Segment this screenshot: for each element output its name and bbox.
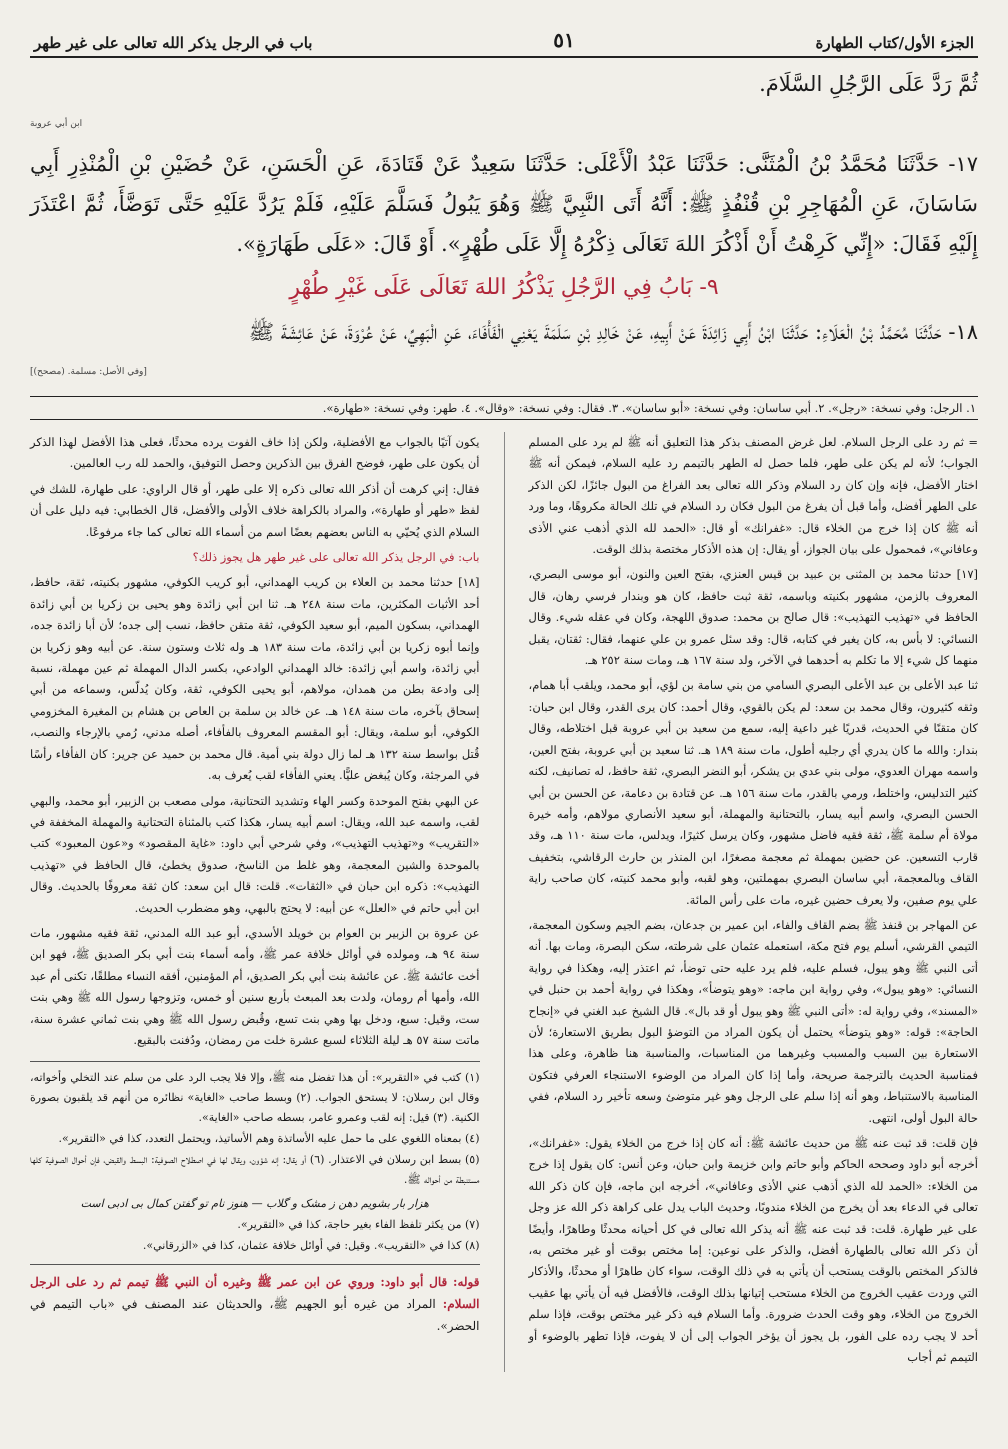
bottom-note: [30, 1264, 480, 1337]
footnote: (١) كتب في «التقرير»: أن هذا تفضل منه ﷺ، وإلا فلا يجب الرد على من سلم عند التخلي وأخواته، وقال ابن رسلان: لا يستحق الجواب. (٢) وبسط صاحب «الغاية» نظائره من أنهم قد يلقبون بصورة الكنية. (٣) قيل: إنه لقب وعمرو عامر، بسطه صاحب «الغاية».: [30, 1071, 480, 1125]
hadith-body: حَدَّثَنَا مُحَمَّدُ بْنُ الْمُثَنَّى: حَدَّثَنَا عَبْدُ الْأَعْلَى: حَدَّثَنَا سَعِيدٌ عَنْ قَتَادَةَ، عَنِ الْحَسَنِ، عَنْ حُضَيْنِ بْنِ الْمُنْذِرِ أَبِي سَاسَانَ، عَنِ الْمُهَاجِرِ بْنِ قُنْفُذٍ ﷺ: أَنَّهُ أَتَى النَّبِيَّ ﷺ وَهُوَ يَبُولُ فَسَلَّمَ عَلَيْهِ، فَلَمْ يَرُدَّ عَلَيْهِ حَتَّى تَوَضَّأَ، ثُمَّ اعْتَذَرَ إِلَيْهِ فَقَالَ: «إِنِّي كَرِهْتُ أَنْ أَذْكُرَ اللهَ تَعَالَى ذِكْرُهُ إِلَّا عَلَى طُهْرٍ». أَوْ قَالَ: «عَلَى طَهَارَةٍ».: [30, 152, 978, 256]
commentary-heading: باب: في الرجل يذكر الله تعالى على غير طهر هل يجوز ذلك؟: [192, 550, 480, 565]
commentary-paragraph: = ثم رد على الرجل السلام. لعل غرض المصنف بذكر هذا التعليق أنه ﷺ لم يرد على المسلم الجواب؛ لأنه لم يكن على طهر، فلما حصل له الطهر بالتيمم رد عليه السلام، فيمكن أنه ﷺ اختار الأفضل، فإنه وإن كان رد السلام وذكر الله تعالى بعد الفراغ من البول جائزًا، لكن الذكر على الطهر أفضل، وأما قبل أن يفرغ من البول فكان رد السلام في تلك الحالة مكروهًا، وما ورد أنه ﷺ كان إذا خرج من الخلاء قال: «غفرانك» أو قال: «الحمد لله الذي أذهب عني الأذى وعافاني»، فمحمول على بيان الجواز، أو يقال: إن هذه الأذكار مختصة بذلك الوقت.: [528, 435, 978, 557]
page-header: [30, 28, 978, 58]
commentary-column-right: [529, 432, 979, 1372]
hadith-number: ١٧-: [948, 152, 978, 176]
header-chapter-title: باب في الرجل يذكر الله تعالى على غير طهر: [34, 34, 313, 52]
commentary: [30, 432, 978, 1372]
bottom-note-label: قوله: قال أبو داود: وروي عن ابن عمر ﷺ وغيره أن النبي ﷺ تيمم ثم رد على الرجل السلام:: [30, 1275, 480, 1312]
footnote: (٧) من يكثر تلفظ الفاء بغير حاجة، كذا في «التقرير».: [237, 1218, 480, 1232]
hadith-18: [30, 312, 978, 352]
correction-note: [وفي الأصل: مسلمة. (مصحح)]: [30, 367, 147, 377]
variant-readings: ١. الرجل: وفي نسخة: «رجل». ٢. أبي ساسان: وفي نسخة: «أبو ساسان». ٣. فقال: وفي نسخة: «وقال». ٤. طهر: وفي نسخة: «طهارة».: [30, 396, 978, 420]
hadith-17: [30, 144, 978, 264]
footnote: (٨) كذا في «التقريب». وقيل: في أوائل خلافة عثمان، كذا في «الزرقاني».: [142, 1239, 480, 1253]
commentary-paragraph: عن المهاجر بن قنفذ ﷺ بضم القاف والفاء، ابن عمير بن جدعان، بضم الجيم وسكون المعجمة، التيمي القرشي، أسلم يوم فتح مكة، استعمله عثمان على شرطته، سكن البصرة، ومات بها. أنه أتى النبي ﷺ وهو يبول، فسلم عليه، فلم يرد عليه حتى توضأ، ثم اعتذر إليه، وهكذا في رواية النسائي: «وهو يبول»، وفي رواية ابن ماجه: «وهو يتوضأ»، وهكذا في رواية أحمد بن حنبل في «المسند»، وفي رواية له: «أتى النبي ﷺ وهو يبول أو قد بال». قال الشيخ عبد الغني في «إنجاح الحاجة»: قوله: «وهو يتوضأ» يحتمل أن يكون المراد من التوضؤ البول بطريق الاستعارة؛ لأن الاستعارة بين السبب والمسبب وغيرهما من المناسبات، والمناسبة هنا ظاهرة، وعلى هذا فمناسبة الحديث بالترجمة صريحة، وأما إذا كان المراد من الوضوء الاستنجاء العرفي فتكون المناسبة بالاستنباط، وهو أنه إذا سلم على الرجل وهو غير متوضئ وسعه تأخير رد السلام، ففي حالة البول أولى، انتهى.: [528, 917, 978, 1125]
footnote: (٤) بمعناه اللغوي على ما حمل عليه الأساتذة وهم الأساتيذ، ويحتمل التعدد، كذا في «التقرير».: [58, 1132, 480, 1146]
hadith-line: ثُمَّ رَدَّ عَلَى الرَّجُلِ السَّلَامَ.: [759, 72, 978, 96]
hadith-body: حَدَّثَنَا مُحَمَّدُ بْنُ الْعَلَاءِ: حَدَّثَنَا ابْنُ أَبِي زَائِدَةَ عَنْ أَبِيهِ، عَنْ خَالِدِ بْنِ سَلَمَةَ يَعْنِي الْفَأْفَاءَ، عَنِ الْبَهِيِّ، عَنْ عُرْوَةَ، عَنْ عَائِشَةَ ﷺ: [248, 320, 942, 344]
chapter-heading: ٩- بَابُ فِي الرَّجُلِ يَذْكُرُ اللهَ تَعَالَى عَلَى غَيْرِ طُهْرٍ: [289, 275, 719, 300]
commentary-paragraph: [١٧] حدثنا محمد بن المثنى بن عبيد بن قيس العنزي، بفتح العين والنون، أبو موسى البصري، المعروف بالزمن، مشهور بكنيته وباسمه، ثقة ثبت حافظ، كان هو وبندار فرسي رهان، قال الحافظ في «تهذيب التهذيب»: قال صالح بن محمد: صدوق اللهجة، وكان في عقله شيء. وقال النسائي: لا بأس به، كان يغير في كتابه، قال: وقد سئل عمرو بن علي عنهما، فقال: ثقتان، يقبل منهما كل شيء إلا ما تكلم به أحدهما في الآخر، ولد سنة ١٦٧ هـ، ومات سنة ٢٥٢ هـ.: [528, 567, 978, 668]
small-note: ابن أبي عروبة: [30, 119, 83, 129]
commentary-paragraph: ثنا عبد الأعلى بن عبد الأعلى البصري السامي من بني سامة بن لؤي، أبو محمد، ويلقب أبا همام، وثقه كثيرون، وقال محمد بن سعد: لم يكن بالقوي، وقال أحمد: كان يرى القدر، وقال ابن حبان: كان متقنًا في الحديث، قدريًا غير داعية إليه، سمع من سعيد بن أبي عروبة قبل اختلاطه، وقال بندار: والله ما كان يدري أي رجليه أطول، مات سنة ١٨٩ هـ. ثنا سعيد بن أبي عروبة، بفتح العين، واسمه مهران العدوي، مولى بني عدي بن يشكر، أبو النضر البصري، ثقة حافظ، له تصانيف، لكنه كثير التدليس، واختلط، ورمي بالقدر، مات سنة ١٥٦ هـ. عن قتادة بن دعامة، عن الحسن بن أبي الحسن البصري، واسم أبيه يسار، بالتحتانية والمهملة، أبو سعيد الأنصاري مولاهم، وأمه خيرة مولاة أم سلمة ﷺ، ثقة فقيه فاضل مشهور، وكان يرسل كثيرًا، ويدلس، مات سنة ١١٠ هـ، وقد قارب التسعين. عن حضين بمهملة ثم معجمة مصغرًا، ابن المنذر بن حارث الرقاشي، بتخفيف القاف وبالمعجمة، أبي ساسان البصري بمهملتين، وهو لقبه، وأبو محمد كنيته، كان صاحب راية علي يوم صفين، ولا يعرف حضين غيره، مات على رأس المائة.: [528, 678, 978, 907]
hadith-text: [30, 64, 978, 392]
footnotes: [30, 1061, 480, 1256]
header-book-title: الجزء الأول/كتاب الطهارة: [815, 34, 974, 52]
commentary-paragraph: يكون آتيًا بالجواب مع الأفضلية، ولكن إذا خاف الفوت يرده محدثًا، فعلى هذا الأفضل لهذا الذكر أن يكون على طهر، فوضح الفرق بين الذكرين وحصل التوفيق، والحمد لله رب العالمين.: [30, 435, 480, 471]
column-divider: [504, 432, 505, 1372]
footnote: (٥) بسط ابن رسلان في الاعتذار. (٦) أو يقال: إنه شؤون، ويقال لها في اصطلاح الصوفية: البسط والقبض، فإن أحوال الصوفية كلها مستنبطة من أحواله ﷺ.: [30, 1153, 480, 1187]
hadith-number: ١٨-: [948, 320, 978, 344]
commentary-paragraph: [١٨] حدثنا محمد بن العلاء بن كريب الهمداني، أبو كريب الكوفي، مشهور بكنيته، ثقة، حافظ، أحد الأثبات المكثرين، مات سنة ٢٤٨ هـ. ثنا ابن أبي زائدة وهو يحيى بن زكريا بن أبي زائدة الهمداني، بسكون الميم، أبو سعيد الكوفي، ثقة متقن حافظ، نسب إلى جده؛ لأن أبا زائدة جده، وإنما أبوه زكريا بن أبي زائدة، مات سنة ١٨٣ هـ وله ثلاث وستون سنة. عن أبيه وهو زكريا بن أبي زائدة، واسم أبي زائدة: خالد الهمداني الوادعي، بكسر الدال المهملة ثم عين مهملة، نسبة إلى وادعة بطن من همدان، مولاهم، أبو يحيى الكوفي، ثقة، وكان يُدلّس، وسماعه من أبي إسحاق بآخره، مات سنة ١٤٨ هـ. عن خالد بن سلمة بن العاص بن هشام بن المغيرة المخزومي الكوفي، أبو سلمة، ويقال: أبو المقسم المعروف بالفأفاء، أصله مدني، رُمي بالإرجاء والنصب، قُتل بواسط سنة ١٣٢ هـ لما زال دولة بني أمية. قال محمد بن حميد عن جرير: كان الفأفاء رأسًا في المرجئة، وكان يُبغض عليًّا. يعني الفأفاء لقب يُعرف به.: [30, 575, 480, 783]
commentary-paragraph: عن البهي بفتح الموحدة وكسر الهاء وتشديد التحتانية، مولى مصعب بن الزبير، أبو محمد، والبهي لقب، واسمه عبد الله، ويقال: اسم أبيه يسار، هكذا كتب بالمثناة التحتانية والمهملة المخففة في «التقريب» و«تهذيب التهذيب»، وفي شرحي أبي داود: «غاية المقصود» و«عون المعبود» كتب بالموحدة والشين المعجمة، وهو غلط من الناسخ، صدوق يخطئ، قال الحافظ في «تهذيب التهذيب»: ذكره ابن حبان في «الثقات». قلت: قال ابن سعد: كان ثقة معروفًا بالحديث. وقال ابن أبي حاتم في «العلل» عن أبيه: لا يحتج بالبهي، وهو مضطرب الحديث.: [30, 793, 480, 915]
commentary-paragraph: عن عروة بن الزبير بن العوام بن خويلد الأسدي، أبو عبد الله المدني، ثقة فقيه مشهور، مات سنة ٩٤ هـ، ومولده في أوائل خلافة عمر ﷺ، وأمه أسماء بنت أبي بكر الصديق ﷺ، فهو ابن أخت عائشة ﷺ. عن عائشة بنت أبي بكر الصديق، أم المؤمنين، أفقه النساء مطلقًا، تكنى أم عبد الله، وأمها أم رومان، ولدت بعد المبعث بأربع سنين أو خمس، وتزوجها رسول الله ﷺ وهي بنت ست، وقيل: سبع، ودخل بها وهي بنت تسع، وقُبض رسول الله ﷺ وهي بنت ثماني عشرة سنة، ماتت سنة ٥٧ هـ ليلة الثلاثاء لسبع عشرة خلت من رمضان، ودُفنت بالبقيع.: [30, 925, 480, 1047]
commentary-column-left: [30, 432, 480, 1372]
handwritten-note: هزار بار بشويم دهن ز مشک و گلاب — هنوز نام تو گفتن کمال بی ادبی است: [80, 1197, 429, 1211]
page-number: ٥١: [553, 28, 575, 52]
bottom-note-text: المراد من غيره أبو الجهيم ﷺ، والحديثان عند المصنف في «باب التيمم في الحضر».: [30, 1297, 480, 1334]
commentary-paragraph: فإن قلت: قد ثبت عنه ﷺ من حديث عائشة ﷺ: أنه كان إذا خرج من الخلاء يقول: «غفرانك»، أخرجه أبو داود وصححه الحاكم وأبو حاتم وابن خزيمة وابن حبان، وعن أنس: كان يقول إذا خرج من الخلاء: «الحمد لله الذي أذهب عني الأذى وعافاني»، أخرجه ابن ماجه، فإن كان ذكر الله تعالى في الدعاء بعد أن يخرج من الخلاء مندوبًا، وحديث الباب يدل على كراهة ذكر الله عز وجل على غير طهارة. قلت: قد ثبت عنه ﷺ أنه يذكر الله تعالى في كل أحيانه محدثًا وطاهرًا، وأيضًا أن ذكر الله تعالى بالطهارة أفضل، والذكر على نوعين: إما مختص بوقت أو غير مختص به، فالذكر المختص بالوقت يستحب أن يأتي به في ذلك الوقت، سواء كان طاهرًا أو محدثًا، والأذكار التي وردت عقيب الخروج من الخلاء مستحب إتيانها بذلك الوقت، فالأفضل فيه أن يأتي بها عقيب الخروج من الخلاء، وهو وقت الحدث ضرورة. وأما السلام فيه ذكر غير مختص بوقت، فإذا سلم أحد لا يجب رده على الفور، بل يجوز أن يؤخر الجواب إلى أن لا يفوت، فإذا تطهر بالوضوء أو التيمم ثم أجاب: [528, 1136, 978, 1365]
commentary-paragraph: فقال: إني كرهت أن أذكر الله تعالى ذكره إلا على طهر، أو قال الراوي: على طهارة، للشك في لفظ «طهر أو طهارة»، والمراد بالكراهة خلاف الأولى والأفضل، قال الخطابي: فيه دليل على أن السلام الذي يُحيّي به الناس بعضهم بعضًا اسم من أسماء الله تعالى كما جاء مرفوعًا.: [30, 481, 480, 539]
